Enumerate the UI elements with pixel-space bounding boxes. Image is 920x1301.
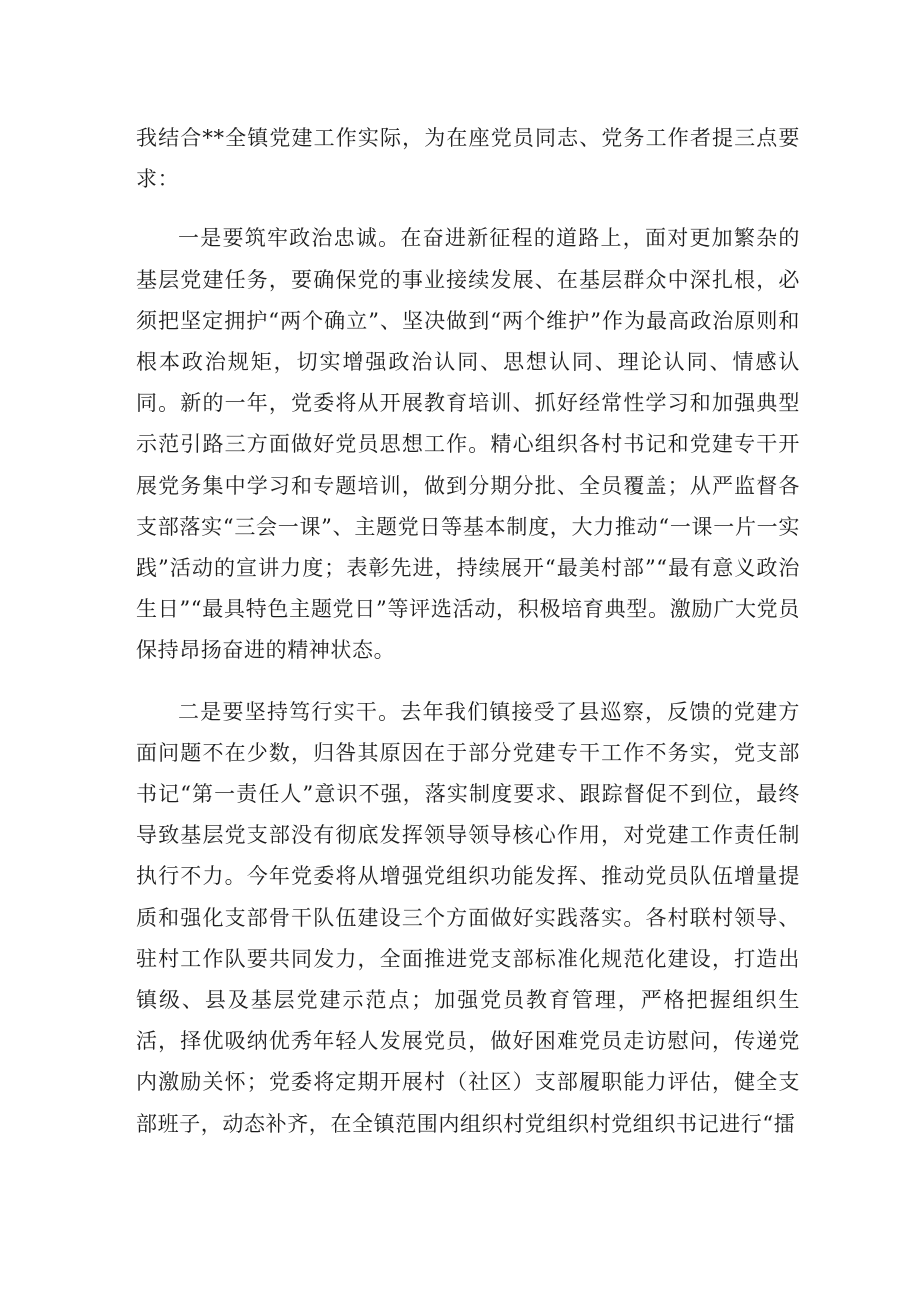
paragraph-practical-work: 二是要坚持笃行实干。去年我们镇接受了县巡察，反馈的党建方面问题不在少数，归咎其原因在于部分党建专干工作不务实，党支部书记“第一责任人”意识不强，落实制度要求、跟踪督促不到位，最终导致基层党支部没有彻底发挥领导领导核心作用，对党建工作责任制执行不力。今年党委将从增强党组织功能发挥、推动党员队伍增量提质和强化支部骨干队伍建设三个方面做好实践落实。各村联村领导、驻村工作队要共同发力，全面推进党支部标准化规范化建设，打造出镇级、县及基层党建示范点；加强党员教育管理，严格把握组织生活，择优吸纳优秀年轻人发展党员，做好困难党员走访慰问，传递党内激励关怀；党委将定期开展村（社区）支部履职能力评估，健全支部班子，动态补齐，在全镇范围内组织村党组织村党组织书记进行“擂 <box>136 699 800 1136</box>
intro-paragraph: 我结合**全镇党建工作实际，为在座党员同志、党务工作者提三点要求： <box>136 126 800 192</box>
paragraph-political-loyalty: 一是要筑牢政治忠诚。在奋进新征程的道路上，面对更加繁杂的基层党建任务，要确保党的事业接续发展、在基层群众中深扎根，必须把坚定拥护“两个确立”、坚决做到“两个维护”作为最高政治原则和根本政治规矩，切实增强政治认同、思想认同、理论认同、情感认同。新的一年，党委将从开展教育培训、抓好经常性学习和加强典型示范引路三方面做好党员思想工作。精心组织各村书记和党建专干开展党务集中学习和专题培训，做到分期分批、全员覆盖；从严监督各支部落实“三会一课”、主题党日等基本制度，大力推动“一课一片一实践”活动的宣讲力度；表彰先进，持续展开“最美村部”“最有意义政治生日”“最具特色主题党日”等评选活动，积极培育典型。激励广大党员保持昂扬奋进的精神状态。 <box>136 226 800 663</box>
